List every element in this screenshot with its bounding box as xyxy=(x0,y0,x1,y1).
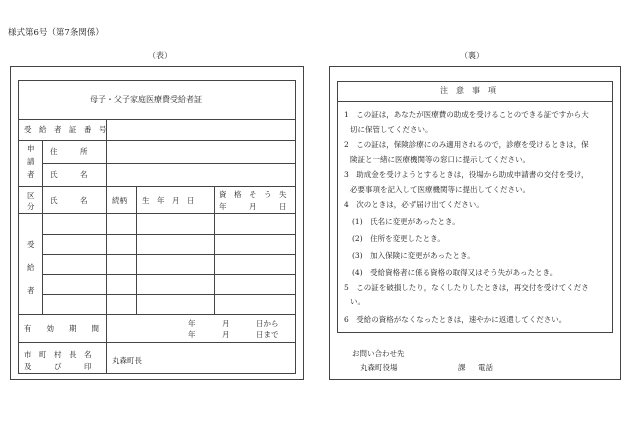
note-line: 5 この証を破損したり，なくしたりしたときは，再交付を受けてくださ xyxy=(344,283,589,292)
front-side-label: （表） xyxy=(148,51,172,60)
back-side-label: （裏） xyxy=(460,51,484,60)
note-line: い。 xyxy=(350,297,365,306)
applicant-label: 申請者 xyxy=(27,144,35,179)
applicant-name-label: 氏 名 xyxy=(50,170,88,179)
issuer-value: 丸森町長 xyxy=(112,356,142,365)
note-subitem: (4) 受給資格者に係る資格の取得又はそう失があったとき。 xyxy=(352,268,558,277)
note-subitem: (1) 氏名に変更があったとき。 xyxy=(352,217,460,226)
recipient-label: 受給者 xyxy=(27,240,35,295)
note-line: 3 助成金を受けようとするときは，役場から助成申請書の交付を受け， xyxy=(344,170,589,179)
contact-label: お問い合わせ先 xyxy=(352,349,405,358)
validity-to-year: 年 xyxy=(188,330,196,339)
note-line: 2 この証は，保険診療にのみ適用されるので，診療を受けるときは，保 xyxy=(344,140,589,149)
birthdate-label: 生 年 月 日 xyxy=(142,196,195,205)
certificate-title: 母子・父子家庭医療費受給者証 xyxy=(90,95,202,104)
validity-from-year: 年 xyxy=(188,319,196,328)
validity-from-month: 月 xyxy=(222,319,230,328)
notes-heading: 注 意 事 項 xyxy=(440,86,496,95)
validity-period-label: 有 効 期 間 xyxy=(24,324,99,333)
contact-phone: 電話 xyxy=(478,363,493,372)
contact-department: 課 xyxy=(458,363,466,372)
note-subitem: (2) 住所を変更したとき。 xyxy=(352,234,445,243)
contact-office: 丸森町役場 xyxy=(360,363,398,372)
note-line: 切に保管してください。 xyxy=(350,125,433,134)
validity-to-month: 月 xyxy=(222,330,230,339)
note-line: 1 この証は，あなたが医療費の助成を受けることのできる証ですから大 xyxy=(344,110,589,119)
issuer-label: 市 町 村 長 名 xyxy=(24,350,92,359)
recipient-name-label: 氏 名 xyxy=(50,196,88,205)
qualification-loss-date-label: 年 月 日 xyxy=(219,202,287,211)
qualification-loss-label: 資 格 そ う 失 xyxy=(219,190,287,199)
note-line: 必要事項を記入して医療機関等に提出してください。 xyxy=(350,185,530,194)
note-subitem: (3) 加入保険に変更があったとき。 xyxy=(352,251,475,260)
recipient-number-label: 受 給 者 証 番 号 xyxy=(24,125,107,134)
relationship-label: 続柄 xyxy=(112,196,127,205)
category-label: 区分 xyxy=(27,191,35,211)
validity-to-day: 日まで xyxy=(256,330,279,339)
note-line: 6 受給の資格がなくなったときは，速やかに返還してください。 xyxy=(344,315,567,324)
issuer-seal-label: 及 び 印 xyxy=(24,362,92,371)
validity-from-day: 日から xyxy=(256,319,279,328)
note-line: 4 次のときは，必ず届け出てください。 xyxy=(344,200,484,209)
form-number-label: 様式第6号（第7条関係） xyxy=(8,28,104,38)
note-line: 険証と一緒に医療機関等の窓口に提示してください。 xyxy=(350,155,530,164)
applicant-address-label: 住 所 xyxy=(50,147,88,156)
